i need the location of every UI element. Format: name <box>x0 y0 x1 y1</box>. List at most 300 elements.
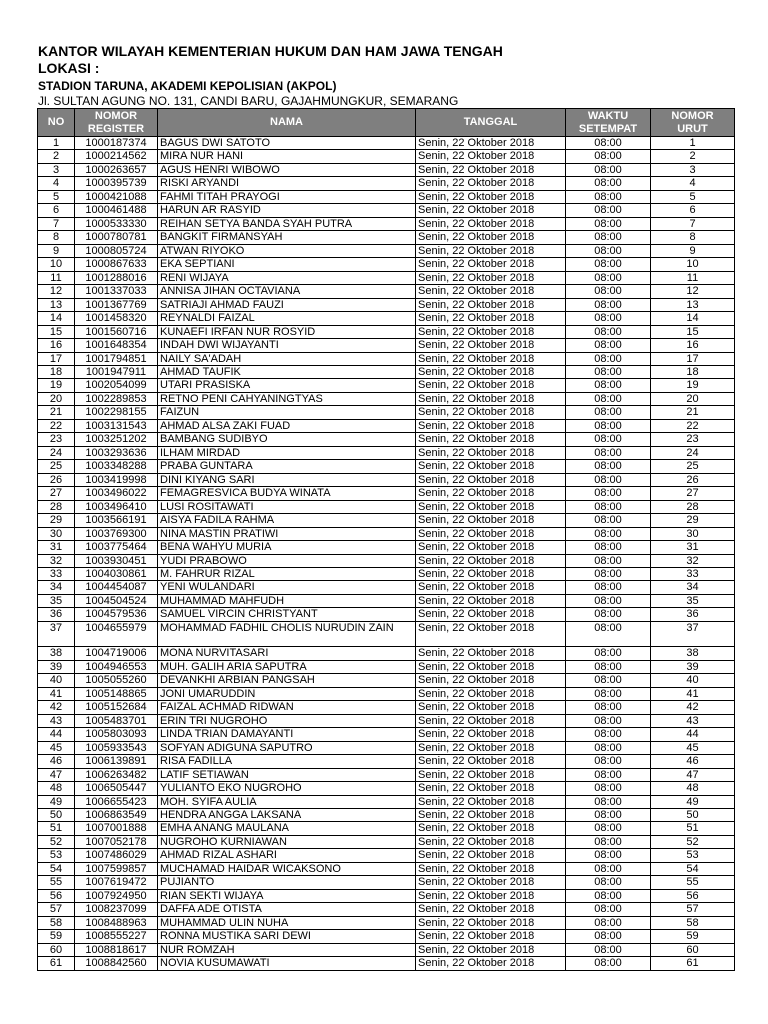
cell-tanggal: Senin, 22 Oktober 2018 <box>416 298 566 311</box>
cell-tanggal: Senin, 22 Oktober 2018 <box>416 339 566 352</box>
cell-urut: 8 <box>651 231 735 244</box>
cell-no: 23 <box>38 433 75 446</box>
cell-tanggal: Senin, 22 Oktober 2018 <box>416 795 566 808</box>
cell-tanggal: Senin, 22 Oktober 2018 <box>416 768 566 781</box>
cell-urut: 48 <box>651 782 735 795</box>
cell-nama: SATRIAJI AHMAD FAUZI <box>158 298 416 311</box>
cell-no: 19 <box>38 379 75 392</box>
cell-no: 54 <box>38 862 75 875</box>
cell-waktu: 08:00 <box>566 755 651 768</box>
cell-urut: 3 <box>651 163 735 176</box>
cell-tanggal: Senin, 22 Oktober 2018 <box>416 903 566 916</box>
cell-no: 7 <box>38 217 75 230</box>
cell-nama: BAMBANG SUDIBYO <box>158 433 416 446</box>
cell-waktu: 08:00 <box>566 271 651 284</box>
cell-no: 50 <box>38 809 75 822</box>
cell-register: 1000780781 <box>75 231 158 244</box>
cell-no: 22 <box>38 419 75 432</box>
cell-urut: 50 <box>651 809 735 822</box>
cell-register: 1005055260 <box>75 674 158 687</box>
cell-tanggal: Senin, 22 Oktober 2018 <box>416 594 566 607</box>
cell-waktu: 08:00 <box>566 728 651 741</box>
table-row <box>38 541 735 554</box>
cell-urut: 56 <box>651 889 735 902</box>
cell-nama: FAIZUN <box>158 406 416 419</box>
cell-register: 1006863549 <box>75 809 158 822</box>
cell-register: 1007001888 <box>75 822 158 835</box>
cell-nama: ATWAN RIYOKO <box>158 244 416 257</box>
cell-waktu: 08:00 <box>566 916 651 929</box>
cell-tanggal: Senin, 22 Oktober 2018 <box>416 568 566 581</box>
venue-address: Jl. SULTAN AGUNG NO. 131, CANDI BARU, GAJAHMUNGKUR, SEMARANG <box>38 94 459 108</box>
cell-urut: 40 <box>651 674 735 687</box>
cell-register: 1000395739 <box>75 177 158 190</box>
cell-register: 1005152684 <box>75 701 158 714</box>
cell-tanggal: Senin, 22 Oktober 2018 <box>416 782 566 795</box>
col-header-nama: NAMA <box>158 109 416 137</box>
cell-no: 58 <box>38 916 75 929</box>
cell-nama: MOHAMMAD FADHIL CHOLIS NURUDIN ZAIN <box>158 621 416 647</box>
cell-urut: 22 <box>651 419 735 432</box>
cell-tanggal: Senin, 22 Oktober 2018 <box>416 876 566 889</box>
cell-register: 1008555227 <box>75 930 158 943</box>
cell-urut: 4 <box>651 177 735 190</box>
cell-no: 46 <box>38 755 75 768</box>
cell-waktu: 08:00 <box>566 217 651 230</box>
cell-tanggal: Senin, 22 Oktober 2018 <box>416 231 566 244</box>
cell-nama: LUSI ROSITAWATI <box>158 500 416 513</box>
cell-tanggal: Senin, 22 Oktober 2018 <box>416 352 566 365</box>
cell-urut: 38 <box>651 647 735 660</box>
cell-urut: 60 <box>651 943 735 956</box>
cell-waktu: 08:00 <box>566 514 651 527</box>
cell-urut: 2 <box>651 150 735 163</box>
cell-waktu: 08:00 <box>566 862 651 875</box>
cell-tanggal: Senin, 22 Oktober 2018 <box>416 460 566 473</box>
table-row <box>38 365 735 378</box>
cell-tanggal: Senin, 22 Oktober 2018 <box>416 325 566 338</box>
cell-nama: RIAN SEKTI WIJAYA <box>158 889 416 902</box>
cell-urut: 39 <box>651 660 735 673</box>
cell-nama: DINI KIYANG SARI <box>158 473 416 486</box>
cell-tanggal: Senin, 22 Oktober 2018 <box>416 473 566 486</box>
table-row <box>38 741 735 754</box>
cell-nama: UTARI PRASISKA <box>158 379 416 392</box>
cell-register: 1000867633 <box>75 258 158 271</box>
cell-urut: 1 <box>651 137 735 150</box>
cell-nama: MOH. SYIFA AULIA <box>158 795 416 808</box>
cell-waktu: 08:00 <box>566 768 651 781</box>
table-row <box>38 298 735 311</box>
cell-urut: 25 <box>651 460 735 473</box>
cell-urut: 49 <box>651 795 735 808</box>
cell-no: 8 <box>38 231 75 244</box>
cell-tanggal: Senin, 22 Oktober 2018 <box>416 217 566 230</box>
cell-waktu: 08:00 <box>566 608 651 621</box>
cell-nama: LATIF SETIAWAN <box>158 768 416 781</box>
cell-waktu: 08:00 <box>566 190 651 203</box>
cell-waktu: 08:00 <box>566 487 651 500</box>
cell-tanggal: Senin, 22 Oktober 2018 <box>416 647 566 660</box>
table-row <box>38 190 735 203</box>
cell-urut: 10 <box>651 258 735 271</box>
cell-waktu: 08:00 <box>566 822 651 835</box>
cell-waktu: 08:00 <box>566 957 651 970</box>
cell-urut: 24 <box>651 446 735 459</box>
cell-register: 1004030861 <box>75 568 158 581</box>
cell-tanggal: Senin, 22 Oktober 2018 <box>416 916 566 929</box>
table-row <box>38 244 735 257</box>
cell-register: 1001794851 <box>75 352 158 365</box>
cell-urut: 34 <box>651 581 735 594</box>
cell-tanggal: Senin, 22 Oktober 2018 <box>416 714 566 727</box>
col-header-waktu: WAKTU SETEMPAT <box>566 109 651 137</box>
table-row <box>38 608 735 621</box>
cell-waktu: 08:00 <box>566 782 651 795</box>
cell-register: 1004504524 <box>75 594 158 607</box>
cell-waktu: 08:00 <box>566 285 651 298</box>
cell-no: 48 <box>38 782 75 795</box>
table-row <box>38 500 735 513</box>
cell-tanggal: Senin, 22 Oktober 2018 <box>416 244 566 257</box>
cell-urut: 28 <box>651 500 735 513</box>
cell-register: 1007486029 <box>75 849 158 862</box>
cell-urut: 54 <box>651 862 735 875</box>
table-row <box>38 930 735 943</box>
cell-register: 1007052178 <box>75 835 158 848</box>
cell-tanggal: Senin, 22 Oktober 2018 <box>416 258 566 271</box>
cell-nama: RENI WIJAYA <box>158 271 416 284</box>
cell-no: 59 <box>38 930 75 943</box>
cell-register: 1005933543 <box>75 741 158 754</box>
cell-waktu: 08:00 <box>566 943 651 956</box>
cell-register: 1001288016 <box>75 271 158 284</box>
cell-urut: 57 <box>651 903 735 916</box>
cell-no: 10 <box>38 258 75 271</box>
cell-register: 1004579536 <box>75 608 158 621</box>
cell-nama: NUR ROMZAH <box>158 943 416 956</box>
table-row <box>38 809 735 822</box>
cell-nama: KUNAEFI IRFAN NUR ROSYID <box>158 325 416 338</box>
cell-register: 1007599857 <box>75 862 158 875</box>
cell-urut: 47 <box>651 768 735 781</box>
cell-waktu: 08:00 <box>566 849 651 862</box>
cell-register: 1004719006 <box>75 647 158 660</box>
cell-nama: MUHAMMAD ULIN NUHA <box>158 916 416 929</box>
cell-nama: EKA SEPTIANI <box>158 258 416 271</box>
cell-register: 1000421088 <box>75 190 158 203</box>
cell-no: 28 <box>38 500 75 513</box>
cell-nama: FAIZAL ACHMAD RIDWAN <box>158 701 416 714</box>
cell-register: 1005803093 <box>75 728 158 741</box>
cell-register: 1000805724 <box>75 244 158 257</box>
cell-nama: REIHAN SETYA BANDA SYAH PUTRA <box>158 217 416 230</box>
cell-tanggal: Senin, 22 Oktober 2018 <box>416 365 566 378</box>
cell-tanggal: Senin, 22 Oktober 2018 <box>416 285 566 298</box>
cell-register: 1003930451 <box>75 554 158 567</box>
cell-register: 1003496022 <box>75 487 158 500</box>
office-title: KANTOR WILAYAH KEMENTERIAN HUKUM DAN HAM JAWA TENGAH <box>38 43 503 59</box>
location-label: LOKASI : <box>38 60 100 76</box>
cell-no: 52 <box>38 835 75 848</box>
table-row <box>38 943 735 956</box>
table-row <box>38 204 735 217</box>
table-row <box>38 568 735 581</box>
cell-nama: ANNISA JIHAN OCTAVIANA <box>158 285 416 298</box>
table-row <box>38 433 735 446</box>
table-row <box>38 258 735 271</box>
col-header-no: NO <box>38 109 75 137</box>
cell-nama: MIRA NUR HANI <box>158 150 416 163</box>
table-row <box>38 581 735 594</box>
cell-urut: 42 <box>651 701 735 714</box>
cell-nama: ILHAM MIRDAD <box>158 446 416 459</box>
cell-no: 61 <box>38 957 75 970</box>
cell-nama: AHMAD TAUFIK <box>158 365 416 378</box>
cell-register: 1006655423 <box>75 795 158 808</box>
col-header-register: NOMOR REGISTER <box>75 109 158 137</box>
table-row <box>38 460 735 473</box>
cell-nama: FAHMI TITAH PRAYOGI <box>158 190 416 203</box>
cell-nama: AISYA FADILA RAHMA <box>158 514 416 527</box>
cell-waktu: 08:00 <box>566 889 651 902</box>
cell-no: 51 <box>38 822 75 835</box>
cell-waktu: 08:00 <box>566 298 651 311</box>
cell-register: 1008842560 <box>75 957 158 970</box>
cell-tanggal: Senin, 22 Oktober 2018 <box>416 527 566 540</box>
cell-waktu: 08:00 <box>566 835 651 848</box>
cell-urut: 18 <box>651 365 735 378</box>
cell-urut: 23 <box>651 433 735 446</box>
cell-waktu: 08:00 <box>566 339 651 352</box>
cell-nama: NOVIA KUSUMAWATI <box>158 957 416 970</box>
cell-no: 27 <box>38 487 75 500</box>
cell-nama: NUGROHO KURNIAWAN <box>158 835 416 848</box>
cell-register: 1001947911 <box>75 365 158 378</box>
cell-no: 43 <box>38 714 75 727</box>
cell-waktu: 08:00 <box>566 541 651 554</box>
table-row <box>38 527 735 540</box>
cell-nama: PRABA GUNTARA <box>158 460 416 473</box>
cell-nama: SOFYAN ADIGUNA SAPUTRO <box>158 741 416 754</box>
cell-urut: 51 <box>651 822 735 835</box>
cell-nama: FEMAGRESVICA BUDYA WINATA <box>158 487 416 500</box>
cell-no: 33 <box>38 568 75 581</box>
table-row <box>38 916 735 929</box>
cell-nama: BAGUS DWI SATOTO <box>158 137 416 150</box>
cell-nama: NAILY SA'ADAH <box>158 352 416 365</box>
cell-register: 1006139891 <box>75 755 158 768</box>
cell-no: 18 <box>38 365 75 378</box>
cell-no: 31 <box>38 541 75 554</box>
cell-no: 56 <box>38 889 75 902</box>
cell-nama: AGUS HENRI WIBOWO <box>158 163 416 176</box>
cell-urut: 44 <box>651 728 735 741</box>
cell-register: 1003251202 <box>75 433 158 446</box>
cell-nama: MUCHAMAD HAIDAR WICAKSONO <box>158 862 416 875</box>
cell-register: 1001560716 <box>75 325 158 338</box>
cell-waktu: 08:00 <box>566 204 651 217</box>
col-header-tanggal: TANGGAL <box>416 109 566 137</box>
cell-tanggal: Senin, 22 Oktober 2018 <box>416 177 566 190</box>
cell-register: 1004655979 <box>75 621 158 647</box>
cell-nama: AHMAD ALSA ZAKI FUAD <box>158 419 416 432</box>
cell-no: 36 <box>38 608 75 621</box>
cell-tanggal: Senin, 22 Oktober 2018 <box>416 701 566 714</box>
table-row <box>38 231 735 244</box>
table-row <box>38 487 735 500</box>
cell-no: 41 <box>38 687 75 700</box>
table-row <box>38 782 735 795</box>
cell-tanggal: Senin, 22 Oktober 2018 <box>416 728 566 741</box>
table-row <box>38 312 735 325</box>
cell-register: 1003293636 <box>75 446 158 459</box>
cell-register: 1008818617 <box>75 943 158 956</box>
cell-nama: MUH. GALIH ARIA SAPUTRA <box>158 660 416 673</box>
cell-waktu: 08:00 <box>566 231 651 244</box>
table-row <box>38 177 735 190</box>
cell-register: 1003769300 <box>75 527 158 540</box>
cell-nama: REYNALDI FAIZAL <box>158 312 416 325</box>
cell-no: 42 <box>38 701 75 714</box>
cell-register: 1006505447 <box>75 782 158 795</box>
cell-tanggal: Senin, 22 Oktober 2018 <box>416 487 566 500</box>
table-row <box>38 755 735 768</box>
cell-nama: NINA MASTIN PRATIWI <box>158 527 416 540</box>
cell-register: 1004946553 <box>75 660 158 673</box>
cell-tanggal: Senin, 22 Oktober 2018 <box>416 500 566 513</box>
table-row <box>38 768 735 781</box>
cell-tanggal: Senin, 22 Oktober 2018 <box>416 406 566 419</box>
cell-no: 45 <box>38 741 75 754</box>
cell-tanggal: Senin, 22 Oktober 2018 <box>416 392 566 405</box>
cell-urut: 12 <box>651 285 735 298</box>
cell-urut: 21 <box>651 406 735 419</box>
cell-nama: SAMUEL VIRCIN CHRISTYANT <box>158 608 416 621</box>
cell-waktu: 08:00 <box>566 460 651 473</box>
cell-urut: 26 <box>651 473 735 486</box>
cell-no: 3 <box>38 163 75 176</box>
cell-tanggal: Senin, 22 Oktober 2018 <box>416 271 566 284</box>
cell-register: 1007619472 <box>75 876 158 889</box>
cell-register: 1008488963 <box>75 916 158 929</box>
cell-register: 1008237099 <box>75 903 158 916</box>
cell-tanggal: Senin, 22 Oktober 2018 <box>416 822 566 835</box>
cell-nama: LINDA TRIAN DAMAYANTI <box>158 728 416 741</box>
cell-waktu: 08:00 <box>566 150 651 163</box>
cell-tanggal: Senin, 22 Oktober 2018 <box>416 835 566 848</box>
cell-urut: 6 <box>651 204 735 217</box>
cell-no: 9 <box>38 244 75 257</box>
cell-register: 1002289853 <box>75 392 158 405</box>
cell-register: 1003419998 <box>75 473 158 486</box>
cell-urut: 15 <box>651 325 735 338</box>
cell-urut: 14 <box>651 312 735 325</box>
cell-waktu: 08:00 <box>566 554 651 567</box>
cell-tanggal: Senin, 22 Oktober 2018 <box>416 137 566 150</box>
table-row <box>38 446 735 459</box>
table-row <box>38 271 735 284</box>
cell-waktu: 08:00 <box>566 379 651 392</box>
cell-no: 29 <box>38 514 75 527</box>
table-row <box>38 514 735 527</box>
table-row <box>38 862 735 875</box>
cell-no: 39 <box>38 660 75 673</box>
cell-nama: HARUN AR RASYID <box>158 204 416 217</box>
cell-tanggal: Senin, 22 Oktober 2018 <box>416 419 566 432</box>
table-row <box>38 660 735 673</box>
table-row <box>38 285 735 298</box>
cell-register: 1001367769 <box>75 298 158 311</box>
cell-tanggal: Senin, 22 Oktober 2018 <box>416 514 566 527</box>
cell-waktu: 08:00 <box>566 594 651 607</box>
cell-urut: 61 <box>651 957 735 970</box>
cell-nama: M. FAHRUR RIZAL <box>158 568 416 581</box>
cell-nama: HENDRA ANGGA LAKSANA <box>158 809 416 822</box>
venue-name: STADION TARUNA, AKADEMI KEPOLISIAN (AKPOL) <box>38 79 337 93</box>
cell-waktu: 08:00 <box>566 741 651 754</box>
cell-no: 12 <box>38 285 75 298</box>
cell-nama: EMHA ANANG MAULANA <box>158 822 416 835</box>
cell-tanggal: Senin, 22 Oktober 2018 <box>416 687 566 700</box>
cell-waktu: 08:00 <box>566 903 651 916</box>
cell-waktu: 08:00 <box>566 674 651 687</box>
cell-urut: 13 <box>651 298 735 311</box>
cell-no: 13 <box>38 298 75 311</box>
cell-urut: 27 <box>651 487 735 500</box>
cell-nama: BANGKIT FIRMANSYAH <box>158 231 416 244</box>
cell-tanggal: Senin, 22 Oktober 2018 <box>416 204 566 217</box>
cell-nama: RETNO PENI CAHYANINGTYAS <box>158 392 416 405</box>
cell-waktu: 08:00 <box>566 244 651 257</box>
cell-waktu: 08:00 <box>566 930 651 943</box>
cell-waktu: 08:00 <box>566 137 651 150</box>
cell-nama: INDAH DWI WIJAYANTI <box>158 339 416 352</box>
cell-nama: AHMAD RIZAL ASHARI <box>158 849 416 862</box>
cell-urut: 11 <box>651 271 735 284</box>
cell-no: 11 <box>38 271 75 284</box>
cell-nama: ERIN TRI NUGROHO <box>158 714 416 727</box>
col-header-urut: NOMOR URUT <box>651 109 735 137</box>
cell-no: 16 <box>38 339 75 352</box>
cell-register: 1001648354 <box>75 339 158 352</box>
cell-nama: DAFFA ADE OTISTA <box>158 903 416 916</box>
cell-tanggal: Senin, 22 Oktober 2018 <box>416 930 566 943</box>
cell-urut: 7 <box>651 217 735 230</box>
table-row <box>38 876 735 889</box>
cell-tanggal: Senin, 22 Oktober 2018 <box>416 809 566 822</box>
cell-tanggal: Senin, 22 Oktober 2018 <box>416 150 566 163</box>
table-row <box>38 822 735 835</box>
cell-urut: 58 <box>651 916 735 929</box>
table-row <box>38 392 735 405</box>
table-row <box>38 795 735 808</box>
cell-tanggal: Senin, 22 Oktober 2018 <box>416 957 566 970</box>
cell-no: 40 <box>38 674 75 687</box>
cell-urut: 52 <box>651 835 735 848</box>
table-row <box>38 728 735 741</box>
cell-register: 1003496410 <box>75 500 158 513</box>
cell-register: 1000533330 <box>75 217 158 230</box>
cell-urut: 29 <box>651 514 735 527</box>
cell-waktu: 08:00 <box>566 406 651 419</box>
cell-nama: YUDI PRABOWO <box>158 554 416 567</box>
cell-nama: BENA WAHYU MURIA <box>158 541 416 554</box>
cell-no: 14 <box>38 312 75 325</box>
cell-no: 38 <box>38 647 75 660</box>
cell-no: 32 <box>38 554 75 567</box>
table-row <box>38 325 735 338</box>
